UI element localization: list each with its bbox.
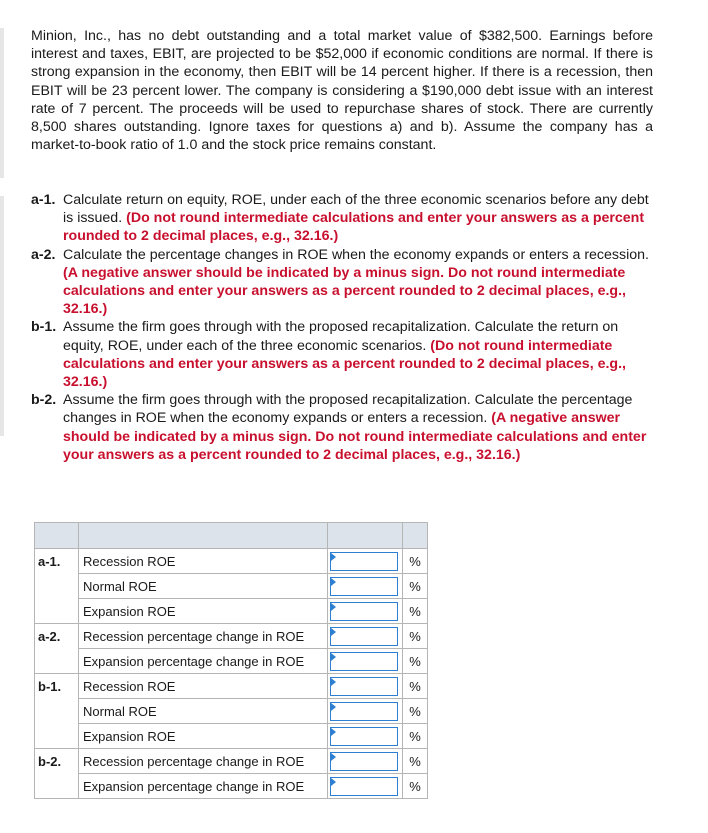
row-label: Normal ROE (79, 699, 328, 724)
table-row (35, 624, 428, 649)
table-row (35, 674, 428, 699)
table-row (35, 699, 428, 724)
question-label: b-2. (31, 392, 57, 409)
question-text: Assume the firm goes through with the proposed recapitalization. Calculate the return on equity, ROE, under each of the three economic scenarios. (63, 319, 619, 354)
answer-input[interactable] (330, 602, 398, 621)
percent-unit: % (403, 749, 428, 774)
question-a2 (31, 246, 653, 319)
part-label: b-1. (35, 674, 79, 699)
percent-unit: % (403, 624, 428, 649)
row-label: Recession percentage change in ROE (79, 749, 328, 774)
part-label (35, 574, 79, 599)
answer-input[interactable] (330, 652, 398, 671)
question-label: a-1. (31, 192, 56, 208)
percent-unit: % (403, 649, 428, 674)
row-label: Recession percentage change in ROE (79, 624, 328, 649)
row-label: Recession ROE (79, 674, 328, 699)
table-row (35, 599, 428, 624)
table-header-row (35, 523, 428, 549)
part-label (35, 724, 79, 749)
answer-input[interactable] (330, 752, 398, 771)
row-label: Expansion percentage change in ROE (79, 774, 328, 799)
input-marker-icon (331, 753, 336, 761)
left-margin-bar (0, 196, 4, 436)
input-marker-icon (331, 678, 336, 686)
question-list (31, 191, 653, 464)
question-text: Calculate the percentage changes in ROE when the economy expands or enters a recession. (63, 246, 649, 263)
part-label: a-1. (35, 549, 79, 574)
percent-unit: % (403, 599, 428, 624)
table-row (35, 649, 428, 674)
problem-statement: Minion, Inc., has no debt outstanding and a total market value of $382,500. Earnings before interest and taxes, EBIT, are projected to be $52,000 if economic conditions are normal. If there is strong expansion in the economy, then EBIT will be 14 percent higher. If there is a recession, then EBIT will be 23 percent lower. The company is considering a $190,000 debt issue with an interest rate of 7 percent. The proceeds will be used to repurchase shares of stock. There are currently 8,500 shares outstanding. Ignore taxes for questions a) and b). Assume the company has a market-to-book ratio of 1.0 and the stock price remains constant. (31, 28, 653, 154)
question-b1 (31, 318, 653, 391)
percent-unit: % (403, 549, 428, 574)
row-label: Expansion percentage change in ROE (79, 649, 328, 674)
answer-input[interactable] (330, 727, 398, 746)
part-label (35, 774, 79, 799)
left-margin-bar (0, 28, 4, 178)
answer-input[interactable] (330, 552, 398, 571)
input-marker-icon (331, 553, 336, 561)
answer-input[interactable] (330, 577, 398, 596)
table-row (35, 749, 428, 774)
percent-unit: % (403, 774, 428, 799)
row-label: Normal ROE (79, 574, 328, 599)
question-b2 (31, 391, 653, 464)
input-marker-icon (331, 603, 336, 611)
question-a1 (31, 191, 653, 246)
input-marker-icon (331, 703, 336, 711)
input-marker-icon (331, 778, 336, 786)
part-label: b-2. (35, 749, 79, 774)
table-row (35, 549, 428, 574)
table-row (35, 774, 428, 799)
row-label: Expansion ROE (79, 599, 328, 624)
table-row (35, 574, 428, 599)
answer-input[interactable] (330, 702, 398, 721)
percent-unit: % (403, 574, 428, 599)
part-label (35, 699, 79, 724)
input-marker-icon (331, 578, 336, 586)
question-label: b-1. (31, 319, 57, 336)
percent-unit: % (403, 674, 428, 699)
input-marker-icon (331, 728, 336, 736)
question-instruction: (A negative answer should be indicated by a minus sign. Do not round intermediate calculations and enter your answers as a percent rounded to 2 decimal places, e.g., 32.16.) (63, 264, 626, 318)
input-marker-icon (331, 653, 336, 661)
part-label: a-2. (35, 624, 79, 649)
answer-table (34, 522, 428, 799)
question-text: Calculate return on equity, ROE, under each of the three economic scenarios before any debt is issued. (63, 192, 649, 227)
question-label: a-2. (31, 246, 56, 263)
question-instruction: (A negative answer should be indicated by a minus sign. Do not round intermediate calculations and enter your answers as a percent rounded to 2 decimal places, e.g., 32.16.) (63, 410, 647, 463)
part-label (35, 649, 79, 674)
table-row (35, 724, 428, 749)
question-instruction: (Do not round intermediate calculations and enter your answers as a percent rounded to 2 decimal places, e.g., 32.16.) (63, 210, 645, 245)
answer-input[interactable] (330, 777, 398, 796)
percent-unit: % (403, 724, 428, 749)
part-label (35, 599, 79, 624)
row-label: Recession ROE (79, 549, 328, 574)
input-marker-icon (331, 628, 336, 636)
percent-unit: % (403, 699, 428, 724)
answer-input[interactable] (330, 627, 398, 646)
question-instruction: (Do not round intermediate calculations and enter your answers as a percent rounded to 2 decimal places, e.g., 32.16.) (63, 337, 626, 391)
question-text: Assume the firm goes through with the proposed recapitalization. Calculate the percentage changes in ROE when the economy expands or enters a recession. (63, 392, 633, 427)
row-label: Expansion ROE (79, 724, 328, 749)
answer-input[interactable] (330, 677, 398, 696)
